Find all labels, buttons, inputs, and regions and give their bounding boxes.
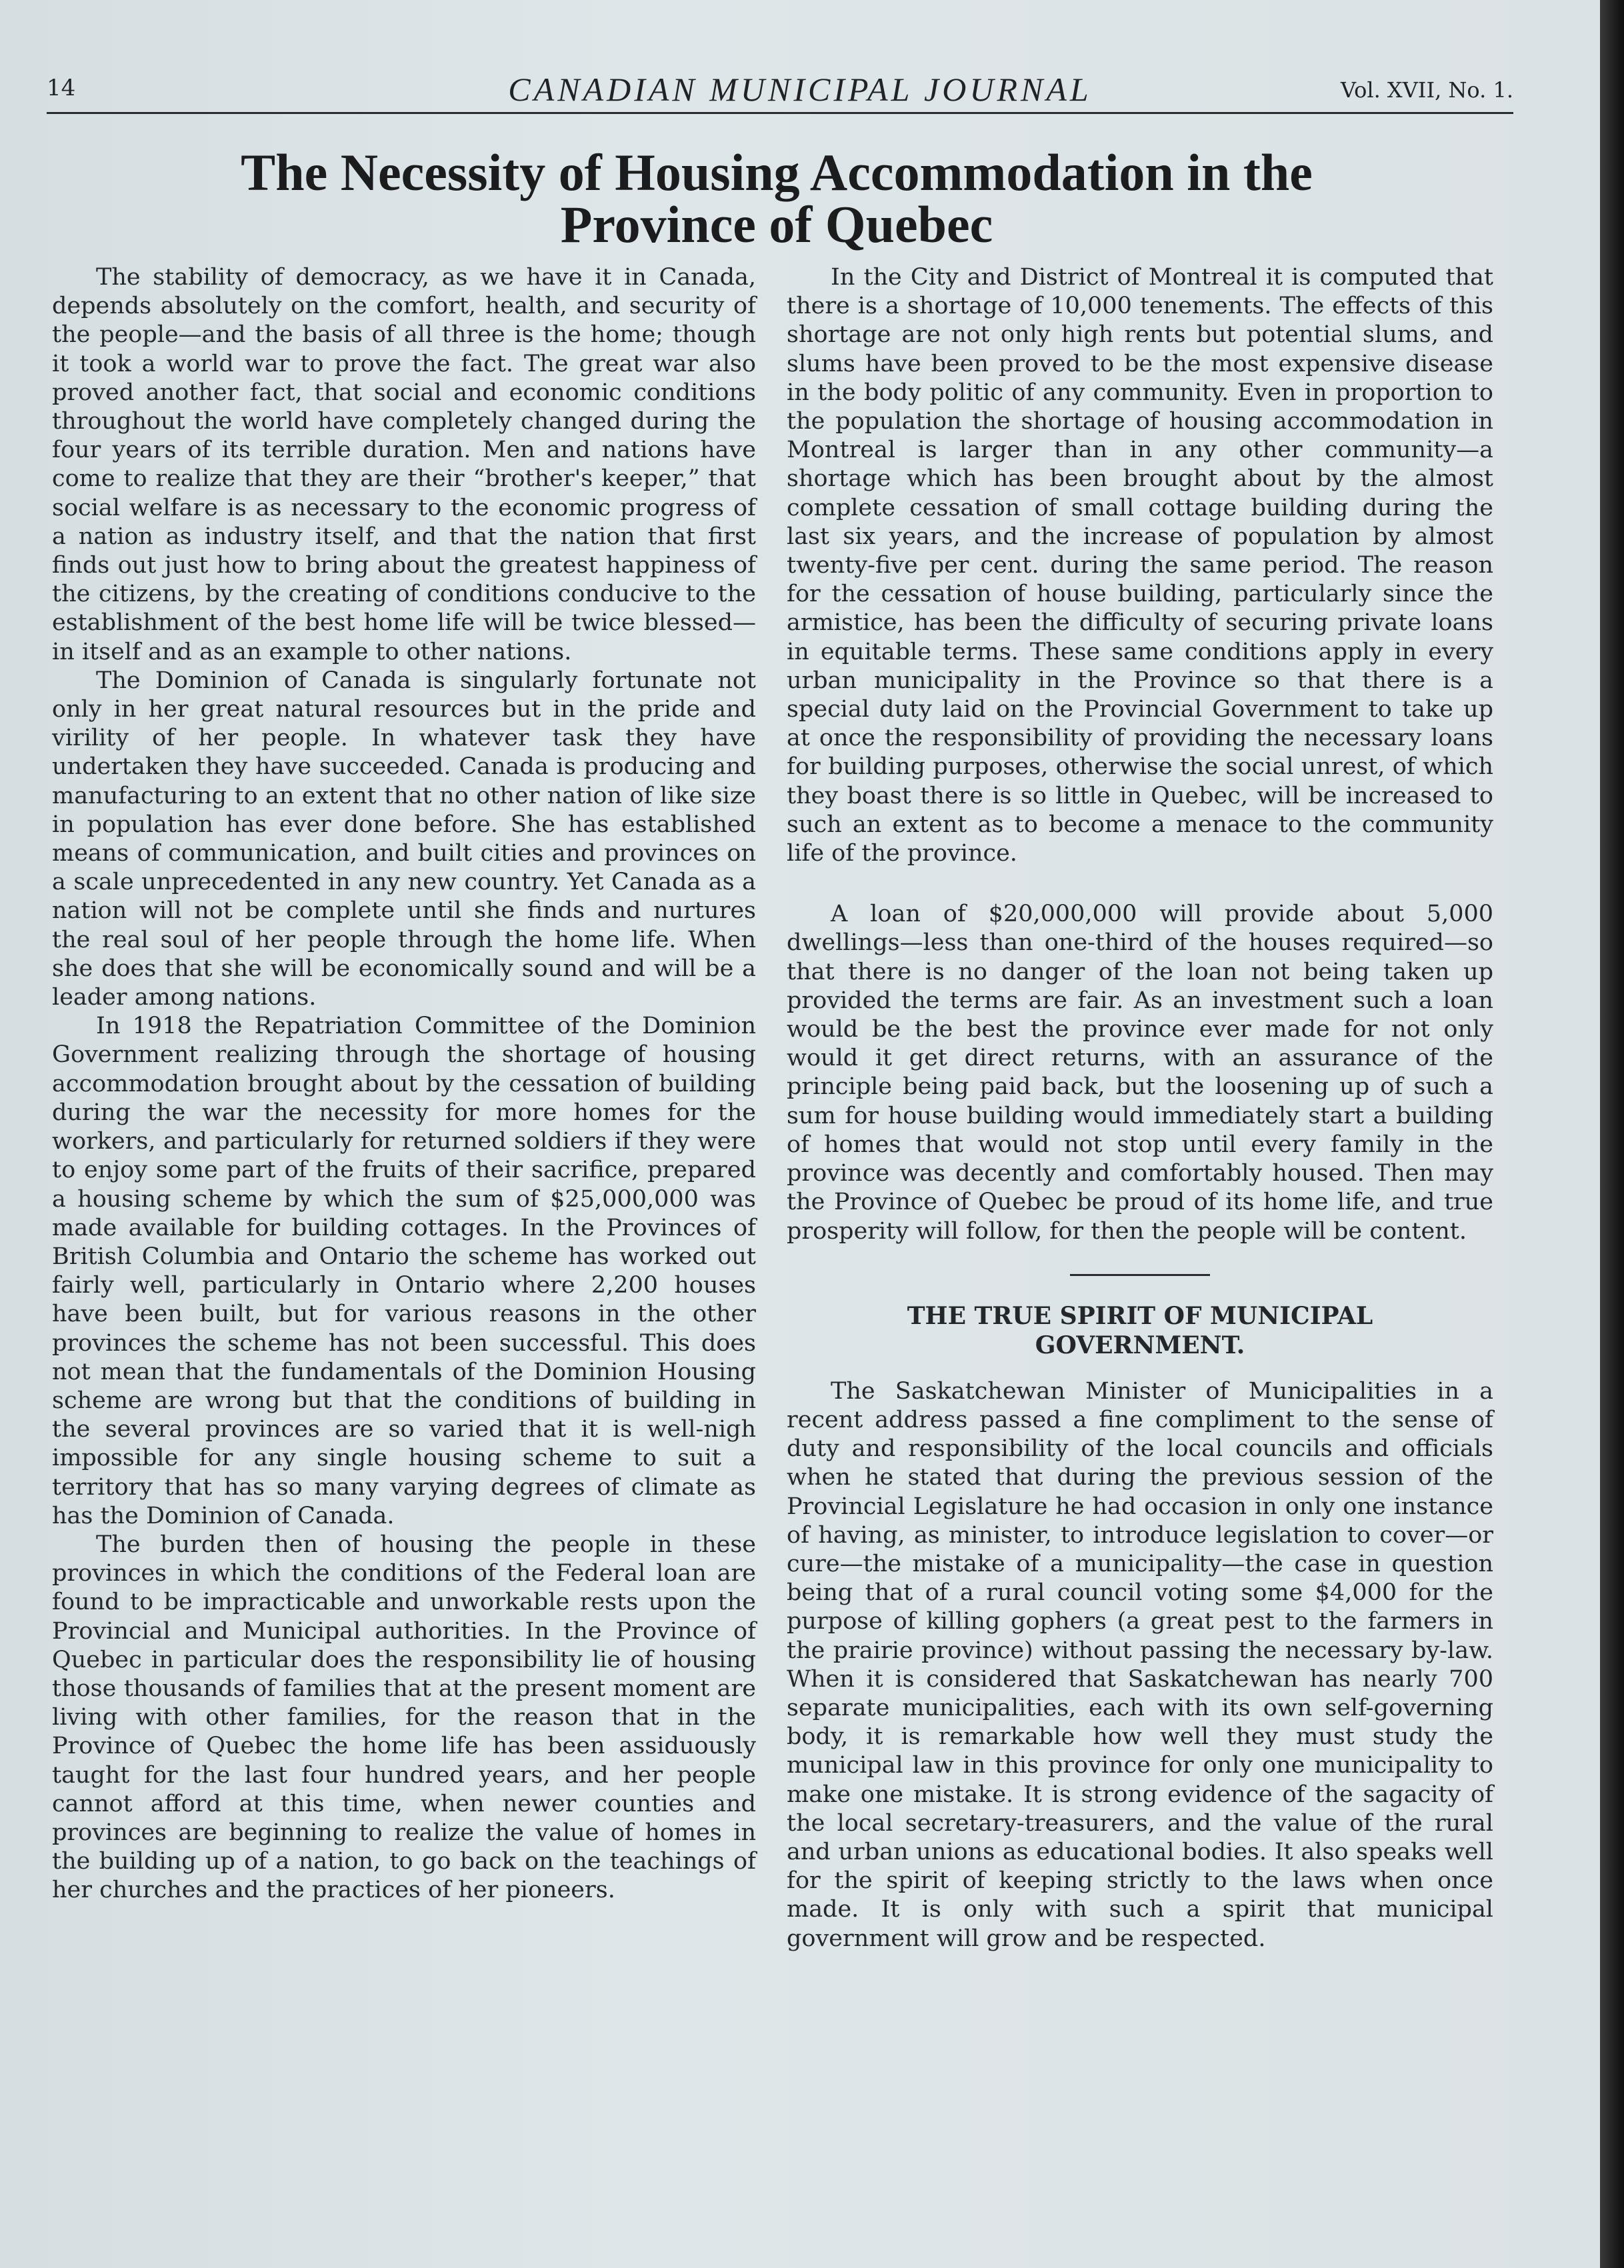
volume-issue: Vol. XVII, No. 1. <box>1340 77 1513 103</box>
paragraph: A loan of $20,000,000 will provide about 5,000 dwellings—less than one-third of the houses required—so that there is no danger of the loan not being taken up provided the terms are fair. As an investment such a loan would be the best the province ever made for not only would it get direct returns, with an assurance of the principle being paid back, but the loosening up of such a sum for house building would immediately start a building of homes that would not stop until every family in the province was decently and comfortably housed. Then may the Province of Quebec be proud of its home life, and true prosperity will follow, for then the people will be content. <box>787 901 1493 1245</box>
section-divider <box>1070 1274 1210 1276</box>
section-heading <box>787 1301 1493 1360</box>
running-header-journal-title: CANADIAN MUNICIPAL JOURNAL <box>508 71 1092 108</box>
article-title-line-1: The Necessity of Housing Accommodation in the <box>241 143 1313 201</box>
paragraph: The Dominion of Canada is singularly fortunate not only in her great natural resources but in the pride and virility of her people. In whatever task they have undertaken they have succeeded. Canada is producing and manufacturing to an extent that no other nation of like size in population has ever done before. She has established means of communication, and built cities and provinces on a scale unprecedented in any new country. Yet Canada as a nation will not be complete until she finds and nurtures the real soul of her people through the home life. When she does that she will be economically sound and will be a leader among nations. <box>52 667 756 1011</box>
page-number: 14 <box>47 75 76 101</box>
article-title <box>60 143 1493 253</box>
paragraph: In 1918 the Repatriation Committee of the Dominion Government realizing through the shortage of housing accommodation brought about by the cessation of building during the war the necessity for more homes for the workers, and particularly for returned soldiers if they were to enjoy some part of the fruits of their sacrifice, prepared a housing scheme by which the sum of $25,000,000 was made available for building cottages. In the Provinces of British Columbia and Ontario the scheme has worked out fairly well, particularly in Ontario where 2,200 houses have been built, but for various reasons in the other provinces the scheme has not been successful. This does not mean that the fundamentals of the Dominion Housing scheme are wrong but that the conditions of building in the several provinces are so varied that it is well-nigh impossible for any single housing scheme to suit a territory that has so many varying degrees of climate as has the Dominion of Canada. <box>52 1013 756 1529</box>
page-edge-shadow <box>1600 0 1624 2268</box>
section-heading-line-1: THE TRUE SPIRIT OF MUNICIPAL <box>907 1301 1373 1330</box>
paragraph: The stability of democracy, as we have it in Canada, depends absolutely on the comfort, health, and security of the people—and the basis of all three is the home; though it took a world war to prove the fact. The great war also proved another fact, that social and economic conditions throughout the world have completely changed during the four years of its terrible duration. Men and nations have come to realize that they are their “brother's keeper,” that social welfare is as necessary to the economic progress of a nation as industry itself, and that the nation that first finds out just how to bring about the greatest happiness of the citizens, by the creating of conditions conducive to the establishment of the best home life will be twice blessed—in itself and as an example to other nations. <box>52 264 756 665</box>
article-title-line-2: Province of Quebec <box>560 195 993 253</box>
paragraph: In the City and District of Montreal it is computed that there is a shortage of 10,000 tenements. The effects of this shortage are not only high rents but potential slums, and slums have been proved to be the most expensive disease in the body politic of any community. Even in proportion to the population the shortage of housing accommodation in Montreal is larger than in any other community—a shortage which has been brought about by the almost complete cessation of small cottage building during the last six years, and the increase of population by almost twenty-five per cent. during the same period. The reason for the cessation of house building, particularly since the armistice, has been the difficulty of securing private loans in equitable terms. These same conditions apply in every urban municipality in the Province so that there is a special duty laid on the Provincial Government to take up at once the responsibility of providing the necessary loans for building purposes, otherwise the social unrest, of which they boast there is so little in Quebec, will be increased to such an extent as to become a menace to the community life of the province. <box>787 264 1493 867</box>
header-rule <box>47 112 1513 114</box>
paragraph-gap <box>787 868 1493 900</box>
left-column <box>52 263 756 1905</box>
paragraph: The Saskatchewan Minister of Municipalities in a recent address passed a fine compliment to the sense of duty and responsibility of the local councils and officials when he stated that during the previous session of the Provincial Legislature he had occasion in only one instance of having, as minister, to introduce legislation to cover—or cure—the mistake of a municipality—the case in question being that of a rural council voting some $4,000 for the purpose of killing gophers (a great pest to the farmers in the prairie province) without passing the necessary by-law. When it is considered that Saskatchewan has nearly 700 separate municipalities, each with its own self-governing body, it is remarkable how well they must study the municipal law in this province for only one municipality to make one mistake. It is strong evidence of the sagacity of the local secretary-treasurers, and the value of the rural and urban unions as educational bodies. It also speaks well for the spirit of keeping strictly to the laws when once made. It is only with such a spirit that municipal government will grow and be respected. <box>787 1377 1493 1952</box>
section-heading-line-2: GOVERNMENT. <box>1035 1331 1245 1359</box>
right-column <box>787 263 1493 1953</box>
paragraph: The burden then of housing the people in these provinces in which the conditions of the Federal loan are found to be impracticable and unworkable rests upon the Provincial and Municipal authorities. In the Province of Quebec in particular does the responsibility lie of housing those thousands of families that at the present moment are living with other families, for the reason that in the Province of Quebec the home life has been assiduously taught for the last four hundred years, and her people cannot afford at this time, when newer counties and provinces are beginning to realize the value of homes in the building up of a nation, to go back on the teachings of her churches and the practices of her pioneers. <box>52 1531 756 1904</box>
